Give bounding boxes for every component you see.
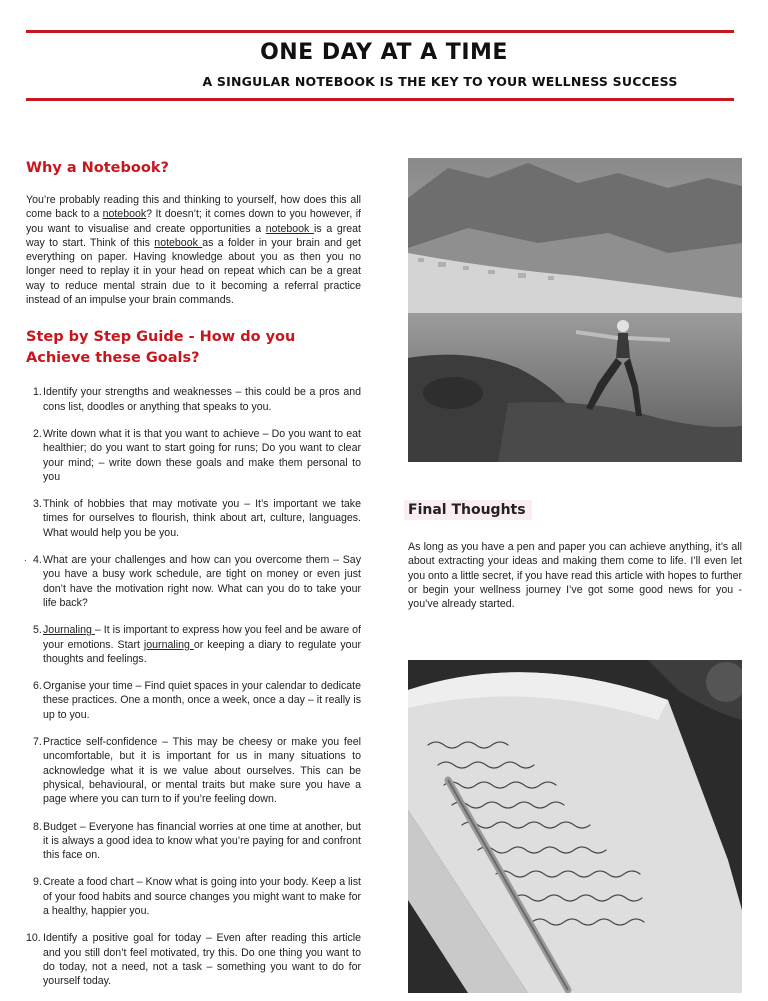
step-text: Think of hobbies that may motivate you – It’s important we take times for ourselves to flourish, think about art, culture, languages. What would help you be you. [43, 498, 361, 539]
notebook-link-1[interactable]: notebook [102, 208, 147, 221]
why-text-1: You’re probably reading this and thinking to yourself, how does this all come back to a [26, 194, 361, 221]
step-text: Write down what it is that you want to achieve – Do you want to eat healthier; do you want to start going for runs; Do you want to clear your mind; – write down these goals and make them personal to you [43, 427, 361, 483]
header-bottom-rule [26, 98, 734, 101]
step-number: 4. [33, 554, 42, 567]
why-heading: Why a Notebook? [26, 160, 169, 176]
list-item [26, 623, 361, 666]
why-text-4: as a folder in your brain and get everything on paper. Having knowledge about you as then you no longer need to replay it in your head on repeat which can be a great way to reduce mental strain due to it becoming a referral practice instead of an impulse your brain commands. [26, 236, 361, 307]
list-item [26, 679, 361, 722]
why-paragraph [26, 193, 361, 307]
page-title: ONE DAY AT A TIME [260, 40, 508, 65]
step-text: – It is important to express how you feel and be aware of your emotions. Start [43, 624, 361, 651]
step-number: 3. [33, 498, 42, 511]
list-item [26, 497, 361, 540]
step-text: Practice self-confidence – This may be cheesy or make you feel uncomfortable, but it is important for us in many situations to acknowledge what it is we value about ourselves. This can be physical, behavioural, or mental traits but make sure you have a page where you can turn to if you’re feeling down. [43, 736, 361, 806]
list-item [26, 875, 361, 918]
step-text: or keeping a diary to regulate your thoughts and feelings. [43, 638, 361, 665]
step-number: 9. [33, 876, 42, 889]
step-text: Budget – Everyone has financial worries at one time at another, but it is always a good idea to know what you’re paying for and confront this face on. [43, 820, 361, 862]
step-text: Create a food chart – Know what is going into your body. Keep a list of your food habits and source changes you might want to make for a healthy, happier you. [43, 876, 361, 917]
why-text-2: ? It doesn’t; it comes down to you however, if you want to visualise and create opportunities a [26, 208, 361, 235]
list-item [26, 931, 361, 988]
step-text: What are your challenges and how can you overcome them – Say you have a busy work schedule, are tight on money or even just don’t have the motivation right now. What can you do to take your life back? [43, 554, 361, 609]
step-number: 5. [33, 624, 42, 637]
step-number: 7. [33, 736, 42, 749]
left-column [26, 158, 361, 1001]
final-thoughts-heading: Final Thoughts [404, 500, 532, 520]
step-number: 1. [33, 386, 42, 399]
yoga-photo-illustration [408, 158, 742, 462]
step-number: 6. [33, 680, 42, 693]
step-text: Identify your strengths and weaknesses – this could be a pros and cons list, doodles or anything that speaks to you. [43, 386, 361, 413]
list-item [26, 735, 361, 806]
notebook-link-2[interactable]: notebook [265, 222, 315, 235]
guide-heading: Step by Step Guide - How do you Achieve these Goals? [26, 329, 296, 367]
yoga-photo [408, 158, 742, 462]
final-thoughts-body: As long as you have a pen and paper you can achieve anything, it’s all about extracting your ideas and making them come to life. I’ll even let you onto a little secret, if you have read this article with hopes to further or begin your wellness journey I’ve got some good news for you - you’ve already started. [408, 541, 742, 611]
step-number: 2. [33, 427, 42, 440]
notebook-photo [408, 660, 742, 993]
list-item [26, 820, 361, 863]
step-text: Identify a positive goal for today – Even after reading this article and you still don’t feel motivated, try this. Do one thing you want to do today, not a need, not a task – something you want to do for yourself today. [43, 932, 361, 988]
notebook-link-3[interactable]: notebook [154, 236, 203, 249]
top-rule [26, 30, 734, 33]
journaling-link-1[interactable]: Journaling [43, 624, 95, 637]
list-item [26, 427, 361, 484]
page-subtitle: A SINGULAR NOTEBOOK IS THE KEY TO YOUR WELLNESS SUCCESS [202, 74, 678, 89]
step-text: Organise your time – Find quiet spaces in your calendar to dedicate these practices. One a month, once a week, once a day – it really is up to you. [43, 680, 361, 721]
list-item [26, 385, 361, 414]
list-item [26, 553, 361, 610]
steps-list [26, 385, 361, 988]
stray-dot: . [24, 553, 27, 564]
step-number: 8. [33, 820, 42, 833]
step-number: 10. [26, 932, 41, 945]
notebook-photo-illustration [408, 660, 742, 993]
journaling-link-2[interactable]: journaling [143, 638, 194, 651]
why-text-3: is a great way to start. Think of this [26, 222, 361, 249]
